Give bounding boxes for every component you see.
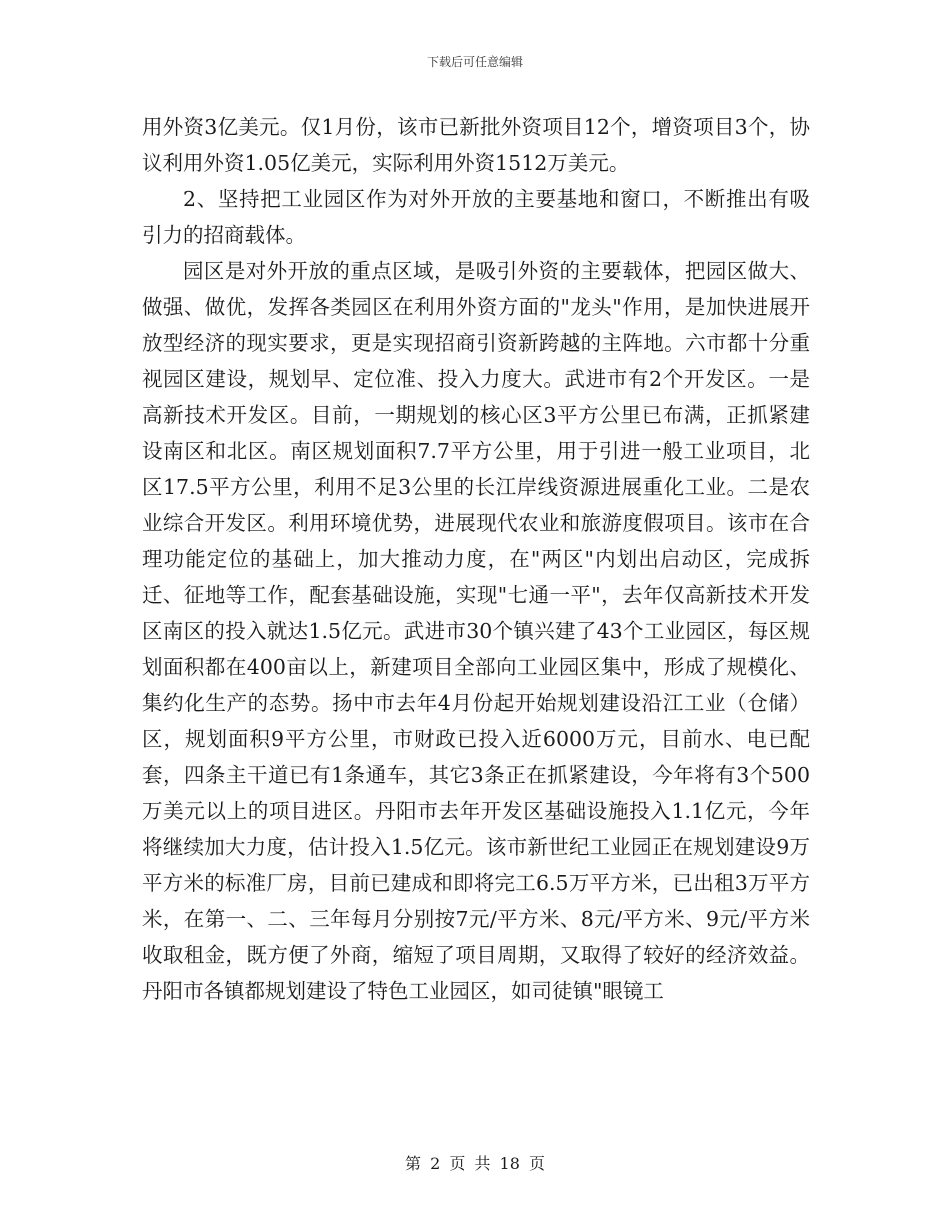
paragraph-heading-2: 2、坚持把工业园区作为对外开放的主要基地和窗口，不断推出有吸引力的招商载体。 [142, 187, 810, 247]
page-footer-page-number: 第 2 页 共 18 页 [405, 1154, 545, 1173]
paragraph-continuation: 用外资3亿美元。仅1月份，该市已新批外资项目12个，增资项目3个，协议利用外资1.05亿美元，实际利用外资1512万美元。 [142, 115, 810, 175]
paragraph-industrial-parks: 园区是对外开放的重点区域，是吸引外资的主要载体，把园区做大、做强、做优，发挥各类园区在利用外资方面的"龙头"作用，是加快进展开放型经济的现实要求，更是实现招商引资新跨越的主阵地。六市都十分重视园区建设，规划早、定位准、投入力度大。武进市有2个开发区。一是高新技术开发区。目前，一期规划的核心区3平方公里已布满，正抓紧建设南区和北区。南区规划面积7.7平方公里，用于引进一般工业项目，北区17.5平方公里，利用不足3公里的长江岸线资源进展重化工业。二是农业综合开发区。利用环境优势，进展现代农业和旅游度假项目。该市在合理功能定位的基础上，加大推动力度，在"两区"内划出启动区，完成拆迁、征地等工作，配套基础设施，实现"七通一平"，去年仅高新技术开发区南区的投入就达1.5亿元。武进市30个镇兴建了43个工业园区，每区规划面积都在400亩以上，新建项目全部向工业园区集中，形成了规模化、集约化生产的态势。扬中市去年4月份起开始规划建设沿江工业（仓储）区，规划面积9平方公里，市财政已投入近6000万元，目前水、电已配套，四条主干道已有1条通车，其它3条正在抓紧建设，今年将有3个500万美元以上的项目进区。丹阳市去年开发区基础设施投入1.1亿元，今年将继续加大力度，估计投入1.5亿元。该市新世纪工业园正在规划建设9万平方米的标准厂房，目前已建成和即将完工6.5万平方米，已出租3万平方米，在第一、二、三年每月分别按7元/平方米、8元/平方米、9元/平方米收取租金，既方便了外商，缩短了项目周期，又取得了较好的经济效益。丹阳市各镇都规划建设了特色工业园区，如司徒镇"眼镜工 [142, 259, 810, 1003]
page-header: 下载后可任意编辑 [426, 55, 523, 69]
document-body [142, 109, 810, 1009]
